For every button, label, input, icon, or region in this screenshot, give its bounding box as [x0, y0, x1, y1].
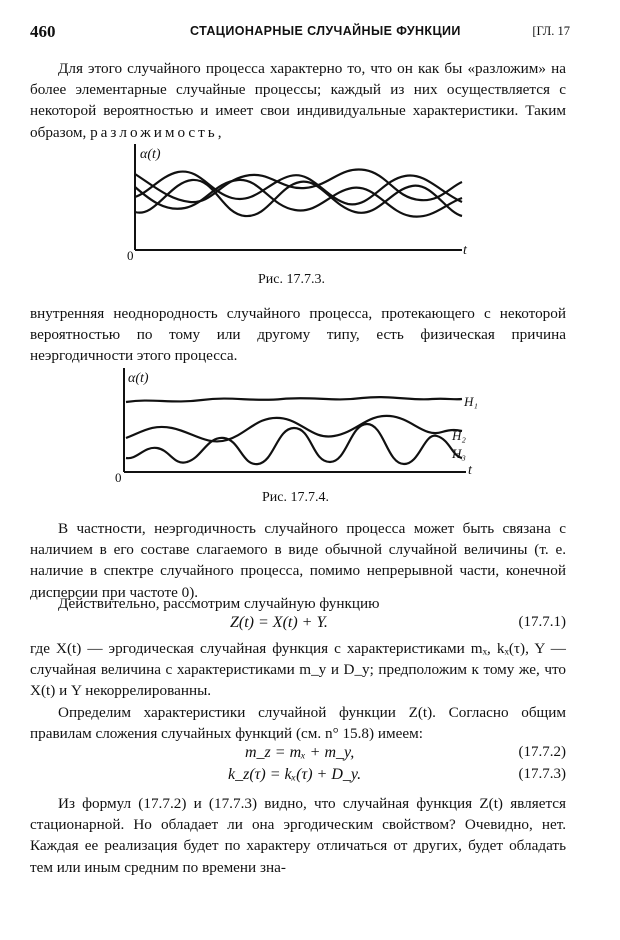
fig1-y-label: α(t) — [140, 147, 161, 162]
eq1-formula: Z(t) = X(t) + Y. — [230, 614, 328, 631]
equation-17-7-3 — [30, 766, 566, 788]
fig2-h1-label: H₁ — [464, 394, 478, 409]
paragraph-5-text: где X(t) — эргодическая случайная функция с характеристиками mₓ, kₓ(τ), Y — случайная величина с характеристиками m_y и D_y; предположим к тому же, что X(t) и Y некоррелированны. — [30, 640, 566, 700]
eq1-number: (17.7.1) — [518, 614, 566, 630]
paragraph-5 — [30, 638, 566, 702]
fig2-origin-label: 0 — [115, 470, 122, 485]
paragraph-3-text: В частности, неэргодичность случайного процесса может быть связана с наличием в его составе слагаемого в виде обычной случайной величины (т. е. наличие в спектре случайного процесса, помимо непрерывной части, конечной дисперсии при частоте 0). — [30, 520, 566, 601]
chapter-marker: [ГЛ. 17 — [532, 24, 570, 38]
eq2-number: (17.7.2) — [518, 744, 566, 760]
equation-17-7-1 — [30, 614, 566, 636]
paragraph-6-text: Определим характеристики случайной функции Z(t). Согласно общим правилам сложения случайных функций (см. n° 15.8) имеем: — [30, 704, 566, 743]
page-number: 460 — [30, 22, 56, 41]
paragraph-1-text: Для этого случайного процесса характерно то, что он как бы «разложим» на более элементарные случайные процессы; каждый из них осуществляется с некоторой вероятностью и имеет свои индивидуальные характеристики. Таким образом, — [30, 60, 566, 141]
paragraph-2 — [30, 303, 566, 367]
spaced-word: разложимость, — [90, 123, 225, 141]
fig2-h3-label: H₃ — [452, 446, 466, 461]
fig2-h2-label: H₂ — [452, 428, 466, 443]
paragraph-3 — [30, 518, 566, 603]
fig1-x-label: t — [463, 243, 467, 258]
paragraph-1 — [30, 58, 566, 143]
fig1-origin-label: 0 — [127, 248, 134, 263]
eq3-number: (17.7.3) — [518, 766, 566, 782]
paragraph-7 — [30, 793, 566, 878]
fig2-caption: Рис. 17.7.4. — [262, 490, 329, 505]
running-header — [30, 22, 570, 44]
fig2-x-label: t — [468, 463, 472, 478]
paragraph-7-text: Из формул (17.7.2) и (17.7.3) видно, что случайная функция Z(t) является стационарной. Но обладает ли она эргодическим свойством? Очевидно, нет. Каждая ее реализация будет по характеру отличаться от других, будет обладать тем или иным средним по времени зна- — [30, 795, 566, 876]
figure-17-7-4 — [112, 366, 486, 484]
figure-17-7-3 — [120, 142, 480, 266]
fig1-caption: Рис. 17.7.3. — [258, 272, 325, 287]
eq3-formula: k_z(τ) = kₓ(τ) + D_y. — [228, 766, 362, 783]
paragraph-4 — [30, 593, 566, 614]
equation-17-7-2 — [30, 744, 566, 766]
paragraph-6 — [30, 702, 566, 744]
fig2-y-label: α(t) — [128, 371, 149, 386]
fig2-curve-h1 — [126, 397, 462, 402]
running-title: СТАЦИОНАРНЫЕ СЛУЧАЙНЫЕ ФУНКЦИИ — [190, 24, 461, 38]
paragraph-2-text: внутренняя неоднородность случайного процесса, протекающего с некоторой вероятностью по тому или другому типу, есть физическая причина неэргодичности этого процесса. — [30, 305, 566, 365]
eq2-formula: m_z = mₓ + m_y, — [245, 744, 355, 761]
paragraph-4-text: Действительно, рассмотрим случайную функцию — [58, 595, 380, 612]
